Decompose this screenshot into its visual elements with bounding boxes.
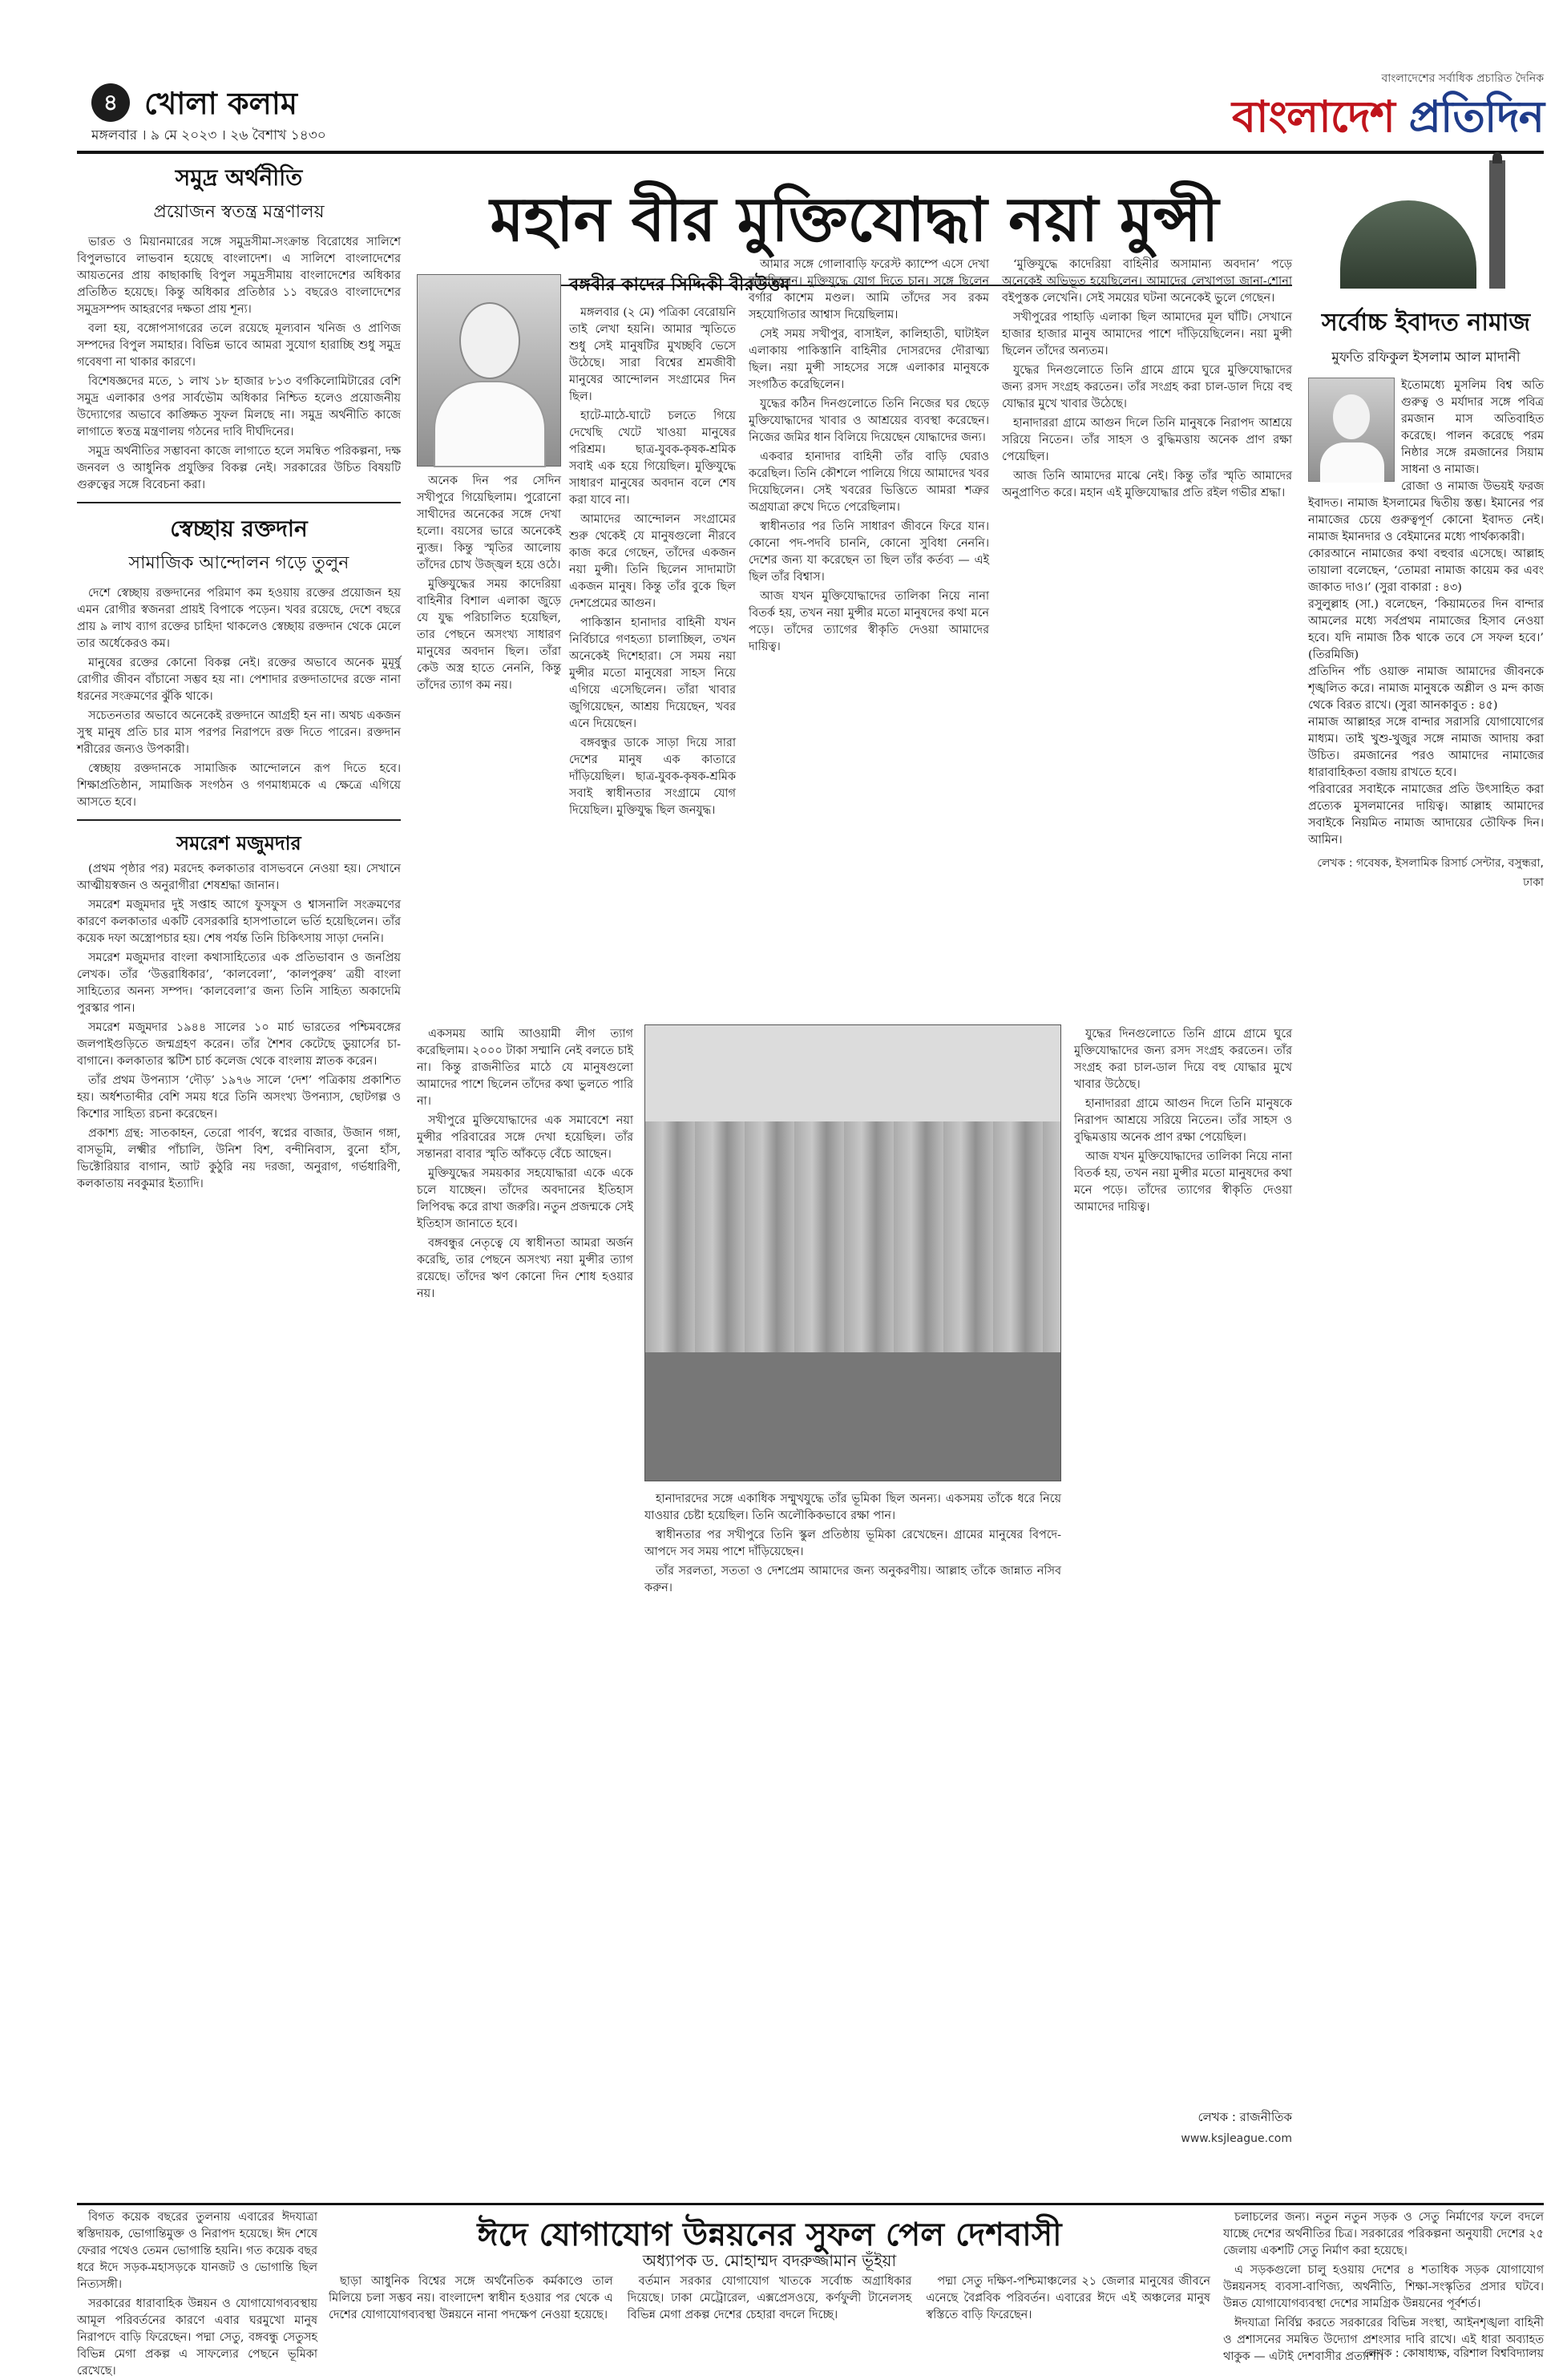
- paragraph: হানাদাররা গ্রামে আগুন দিলে তিনি মানুষকে নিরাপদ আশ্রয়ে সরিয়ে নিতেন। তাঁর সাহস ও বুদ্ধিমত্তায় অনেক প্রাণ রক্ষা পেয়েছিল।: [1074, 1097, 1292, 1144]
- article-column-6: [1074, 1026, 1292, 2068]
- event-photo: [644, 1024, 1061, 1481]
- paragraph: ইতোমধ্যে মুসলিম বিশ্ব অতি গুরুত্ব ও মর্যাদার সঙ্গে পবিত্র রমজান মাস অতিবাহিত করেছে। পালন করেছে পরম নিষ্ঠার সঙ্গে রমজানের সিয়াম সাধনা ও নামাজ।: [1401, 379, 1544, 476]
- editorial-sea-economy: [77, 160, 401, 228]
- paragraph: ভারত ও মিয়ানমারের সঙ্গে সমুদ্রসীমা-সংক্রান্ত বিরোধের সালিশে বিপুলভাবে লাভবান হয়েছে বাংলাদেশ। এ সালিশে বাংলাদেশের আয়তনের প্রায় কাছাকাছি বিপুল সমুদ্রসীমায় বাংলাদেশের অধিকার প্রতিষ্ঠিত হয়েছে। কিন্তু অধিকার প্রতিষ্ঠার ১১ বছরেও বাংলাদেশের সমুদ্রসম্পদ আহরণের দক্ষতা প্রায় শূন্য।: [77, 236, 401, 316]
- paragraph: ‘মুক্তিযুদ্ধে কাদেরিয়া বাহিনীর অসামান্য অবদান’ পড়ে অনেকেই অভিভূত হয়েছিলেন। আমাদের লেখাপড়া জানা-শোনা বইপুস্তক লেখেনি। সেই সময়ের ঘটনা অনেকেই ভুলে গেছেন।: [1002, 258, 1292, 305]
- paragraph: সখীপুরে মুক্তিযোদ্ধাদের এক সমাবেশে নয়া মুন্সীর পরিবারের সঙ্গে দেখা হয়েছিল। তাঁর সন্তানরা বাবার স্মৃতি আঁকড়ে বেঁচে আছেন।: [417, 1114, 633, 1161]
- paragraph: হাটে-মাঠে-ঘাটে চলতে গিয়ে দেখেছি খেটে খাওয়া মানুষের পরিশ্রম। ছাত্র-যুবক-কৃষক-শ্রমিক সবাই এক হয়ে গিয়েছিল। মুক্তিযুদ্ধে সাধারণ মানুষের অবদান বলে শেষ করা যাবে না।: [569, 410, 736, 507]
- paragraph: মুক্তিযুদ্ধের সময়কার সহযোদ্ধারা একে একে চলে যাচ্ছেন। তাঁদের অবদানের ইতিহাস লিপিবদ্ধ করে রাখা জরুরি। নতুন প্রজন্মকে সেই ইতিহাস জানাতে হবে।: [417, 1167, 633, 1230]
- paragraph: আমাদের আন্দোলন সংগ্রামের শুরু থেকেই যে মানুষগুলো নীরবে কাজ করে গেছেন, তাঁদের একজন নয়া মুন্সী। তিনি ছিলেন সাদামাটা একজন মানুষ। কিন্তু তাঁর বুকে ছিল দেশপ্রেমের আগুন।: [569, 513, 736, 610]
- paragraph: পাকিস্তান হানাদার বাহিনী যখন নির্বিচারে গণহত্যা চালাচ্ছিল, তখন অনেকেই দিশেহারা। সে সময় নয়া মুন্সীর মতো মানুষেরা সাহস নিয়ে এগিয়ে এসেছিলেন। তাঁরা খাবার জুগিয়েছেন, আশ্রয় দিয়েছেন, খবর এনে দিয়েছেন।: [569, 616, 736, 730]
- paragraph: আমার সঙ্গে গোলাবাড়ি ফরেস্ট ক্যাম্পে এসে দেখা করেছিলেন। মুক্তিযুদ্ধে যোগ দিতে চান। সঙ্গে ছিলেন বর্গার কাশেম মণ্ডল। আমি তাঁদের সব রকম সহযোগিতার আশ্বাস দিয়েছিলাম।: [749, 258, 989, 321]
- bottom-headline: ঈদে যোগাযোগ উন্নয়নের সুফল পেল দেশবাসী: [477, 2216, 1062, 2253]
- paragraph: মুক্তিযুদ্ধের সময় কাদেরিয়া বাহিনীর বিশাল এলাকা জুড়ে যে যুদ্ধ পরিচালিত হয়েছিল, তার পেছনে অসংখ্য সাধারণ মানুষের অবদান ছিল। তাঁরা কেউ অস্ত্র হাতে নেননি, কিন্তু তাঁদের ত্যাগ কম নয়।: [417, 578, 561, 692]
- paragraph: দেশে স্বেচ্ছায় রক্তদানের পরিমাণ কম হওয়ায় রক্তের প্রয়োজন হয় এমন রোগীর স্বজনরা প্রায়ই বিপাকে পড়েন। খবর রয়েছে, দেশে বছরে প্রায় ৯ লাখ ব্যাগ রক্তের চাহিদা থাকলেও স্বেচ্ছায় রক্তদান থেকে মেলে তার অর্ধেকেরও কম।: [77, 587, 401, 650]
- article-column-1: [569, 305, 736, 1010]
- paragraph: ছাড়া আধুনিক বিশ্বের সঙ্গে অর্থনৈতিক কর্মকাণ্ডে তাল মিলিয়ে চলা সম্ভব নয়। বাংলাদেশ স্বাধীন হওয়ার পর থেকে এ দেশের যোগাযোগব্যবস্থা উন্নয়নে নানা পদক্ষেপ নেওয়া হয়েছে।: [329, 2275, 613, 2321]
- paragraph: আজ যখন মুক্তিযোদ্ধাদের তালিকা নিয়ে নানা বিতর্ক হয়, তখন নয়া মুন্সীর মতো মানুষদের কথা মনে পড়ে। তাঁদের ত্যাগের স্বীকৃতি দেওয়া আমাদের দায়িত্ব।: [749, 590, 989, 653]
- paragraph: অনেক দিন পর সেদিন সখীপুরে গিয়েছিলাম। পুরোনো সাথীদের অনেকের সঙ্গে দেখা হলো। বয়সের ভারে অনেকেই ন্যুব্জ। কিন্তু স্মৃতির আলোয় তাঁদের চোখ উজ্জ্বল হয়ে ওঠে।: [417, 475, 561, 572]
- paragraph: বর্তমান সরকার যোগাযোগ খাতকে সর্বোচ্চ অগ্রাধিকার দিয়েছে। ঢাকা মেট্রোরেল, এক্সপ্রেসওয়ে, কর্ণফুলী টানেলসহ বিভিন্ন মেগা প্রকল্প দেশের চেহারা বদলে দিচ্ছে।: [627, 2275, 912, 2321]
- paragraph: মানুষের রক্তের কোনো বিকল্প নেই। রক্তের অভাবে অনেক মুমূর্ষু রোগীর জীবন বাঁচানো সম্ভব হয় না। পেশাদার রক্তদাতাদের রক্তে নানা ধরনের সংক্রমণের ঝুঁকি থাকে।: [77, 657, 401, 703]
- author-website: www.ksjleague.com: [1181, 2132, 1292, 2145]
- brand-name-part-1: বাংলাদেশ: [1231, 91, 1395, 142]
- article-column-1b: [417, 473, 561, 1018]
- brand-name-part-2: প্রতিদিন: [1408, 91, 1544, 142]
- paragraph: নামাজ আল্লাহর সঙ্গে বান্দার সরাসরি যোগাযোগের মাধ্যম। তাই খুশু-খুজুর সঙ্গে নামাজ আদায় করা উচিত। রমজানের পরও আমাদের নামাজের ধারাবাহিকতা বজায় রাখতে হবে।: [1308, 716, 1544, 779]
- paragraph: যুদ্ধের দিনগুলোতে তিনি গ্রামে গ্রামে ঘুরে মুক্তিযোদ্ধাদের জন্য রসদ সংগ্রহ করতেন। তাঁর সংগ্রহ করা চাল-ডাল দিয়ে বহু যোদ্ধার মুখে খাবার উঠেছে।: [1074, 1028, 1292, 1091]
- paragraph: বলা হয়, বঙ্গোপসাগরের তলে রয়েছে মূল্যবান খনিজ ও প্রাণিজ সম্পদের বিপুল সমাহার। বিভিন্ন ভাবে আমরা সুযোগ হারাচ্ছি শুধু সমুদ্র গবেষণা না থাকার কারণে।: [77, 322, 401, 369]
- paragraph: সমুদ্র অর্থনীতির সম্ভাবনা কাজে লাগাতে হলে সমন্বিত পরিকল্পনা, দক্ষ জনবল ও আধুনিক প্রযুক্তির বিকল্প নেই। সরকারের উচিত বিষয়টি গুরুত্বের সঙ্গে বিবেচনা করা।: [77, 445, 401, 491]
- paragraph: বঙ্গবন্ধুর নেতৃত্বে যে স্বাধীনতা আমরা অর্জন করেছি, তার পেছনে অসংখ্য নয়া মুন্সীর ত্যাগ রয়েছে। তাঁদের ঋণ কোনো দিন শোধ হওয়ার নয়।: [417, 1237, 633, 1300]
- divider: [77, 819, 401, 821]
- mosque-minaret: [1489, 160, 1505, 289]
- mosque-illustration: [1308, 160, 1544, 297]
- paragraph: পরিবারের সবাইকে নামাজের প্রতি উৎসাহিত করা প্রত্যেক মুসলমানের দায়িত্ব। আল্লাহ আমাদের সবাইকে নিয়মিত নামাজ আদায়ের তৌফিক দিন। আমিন।: [1308, 783, 1544, 847]
- article-column-2: [749, 257, 989, 1010]
- paragraph: সেই সময় সখীপুর, বাসাইল, কালিহাতী, ঘাটাইল এলাকায় পাকিস্তানি বাহিনীর দোসরদের দৌরাত্ম্য ছিল। নয়া মুন্সী সাহসের সঙ্গে এলাকার মানুষকে সংগঠিত করেছিলেন।: [749, 328, 989, 391]
- paragraph: বিগত কয়েক বছরের তুলনায় এবারের ঈদযাত্রা স্বস্তিদায়ক, ভোগান্তিমুক্ত ও নিরাপদ হয়েছে। ঈদ শেষে ফেরার পথেও তেমন ভোগান্তি হয়নি। গত কয়েক বছর ধরে ঈদে সড়ক-মহাসড়কে যানজট ও ভোগান্তি ছিল নিত্যসঙ্গী।: [77, 2211, 317, 2291]
- article-body: [77, 861, 401, 1193]
- paragraph: সমরেশ মজুমদার বাংলা কথাসাহিত্যের এক প্রতিভাবান ও জনপ্রিয় লেখক। তাঁর ‘উত্তরাধিকার’, ‘কালবেলা’, ‘কালপুরুষ’ ত্রয়ী বাংলা সাহিত্যের অনন্য সম্পদ। ‘কালবেলা’র জন্য তিনি সাহিত্য অকাদেমি পুরস্কার পান।: [77, 952, 401, 1015]
- paragraph: হানাদাররা গ্রামে আগুন দিলে তিনি মানুষকে নিরাপদ আশ্রয়ে সরিয়ে নিতেন। তাঁর সাহস ও বুদ্ধিমত্তায় অনেক প্রাণ রক্ষা পেয়েছিল।: [1002, 417, 1292, 463]
- bottom-column-left: [77, 2209, 317, 2378]
- paragraph: চলাচলের জন্য। নতুন নতুন সড়ক ও সেতু নির্মাণের ফলে বদলে যাচ্ছে দেশের অর্থনীতির চিত্র। সরকারের পরিকল্পনা অনুযায়ী দেশের ২৫ জেলায় একশটি সেতু নির্মাণ করা হয়েছে।: [1223, 2211, 1544, 2257]
- paragraph: আজ তিনি আমাদের মাঝে নেই। কিন্তু তাঁর স্মৃতি আমাদের অনুপ্রাণিত করে। মহান এই মুক্তিযোদ্ধার প্রতি রইল গভীর শ্রদ্ধা।: [1002, 470, 1292, 499]
- paragraph: (প্রথম পৃষ্ঠার পর) মরদেহ কলকাতার বাসভবনে নেওয়া হয়। সেখানে আত্মীয়স্বজন ও অনুরাগীরা শেষশ্রদ্ধা জানান।: [77, 863, 401, 892]
- photo-foreground: [645, 1352, 1060, 1481]
- masthead-rule: [77, 151, 1544, 154]
- author-photo: [417, 274, 561, 467]
- article-body: [77, 234, 401, 494]
- article-column-4: [417, 1026, 633, 2068]
- paragraph: রসুলুল্লাহ (সা.) বলেছেন, ‘কিয়ামতের দিন বান্দার আমলের মধ্যে সর্বপ্রথম নামাজের হিসাব নেওয়া হবে। যদি নামাজ ঠিক থাকে তবে সে সফল হবে।’ (তিরমিজি): [1308, 598, 1544, 661]
- article-title: সর্বোচ্চ ইবাদত নামাজ: [1321, 309, 1531, 337]
- paragraph: ঈদযাত্রা নির্বিঘ্ন করতে সরকারের বিভিন্ন সংস্থা, আইনশৃঙ্খলা বাহিনী ও প্রশাসনের সমন্বিত উদ্যোগ প্রশংসার দাবি রাখে। এই ধারা অব্যাহত থাকুক — এটাই দেশবাসীর প্রত্যাশা।: [1223, 2317, 1544, 2363]
- article-column-3: [1002, 257, 1292, 1010]
- article-subtitle: প্রয়োজন স্বতন্ত্র মন্ত্রণালয়: [153, 202, 325, 222]
- brand-tagline: বাংলাদেশের সর্বাধিক প্রচারিত দৈনিক: [1381, 72, 1544, 85]
- portrait-head: [459, 302, 520, 379]
- paragraph: পদ্মা সেতু দক্ষিণ-পশ্চিমাঞ্চলের ২১ জেলার মানুষের জীবনে এনেছে বৈপ্লবিক পরিবর্তন। এবারের ঈদে এই অঞ্চলের মানুষ স্বস্তিতে বাড়ি ফিরেছেন।: [926, 2275, 1210, 2321]
- paragraph: এ সড়কগুলো চালু হওয়ায় দেশের ৪ শতাধিক সড়ক যোগাযোগ উন্নয়নসহ ব্যবসা-বাণিজ্য, অর্থনীতি, শিক্ষা-সংস্কৃতির প্রসার ঘটবে। উন্নত যোগাযোগব্যবস্থা দেশের সামগ্রিক উন্নয়নের পূর্বশর্ত।: [1223, 2264, 1544, 2310]
- author-note: লেখক : গবেষক, ইসলামিক রিসার্চ সেন্টার, বসুন্ধরা, ঢাকা: [1317, 857, 1544, 889]
- paragraph: স্বেচ্ছায় রক্তদানকে সামাজিক আন্দোলনে রূপ দিতে হবে। শিক্ষাপ্রতিষ্ঠান, সামাজিক সংগঠন ও গণমাধ্যমকে এ ক্ষেত্রে এগিয়ে আসতে হবে।: [77, 762, 401, 809]
- issue-date: মঙ্গলবার । ৯ মে ২০২৩ । ২৬ বৈশাখ ১৪৩০: [91, 127, 326, 143]
- article-body: [1308, 378, 1544, 892]
- section-name: খোলা কলাম: [144, 85, 297, 121]
- paragraph: তাঁর প্রথম উপন্যাস ‘দৌড়’ ১৯৭৬ সালে ‘দেশ’ পত্রিকায় প্রকাশিত হয়। অর্ধশতাব্দীর বেশি সময় ধরে তিনি অসংখ্য উপন্যাস, ছোটগল্প ও কিশোর সাহিত্য রচনা করেছেন।: [77, 1074, 401, 1121]
- paragraph: মঙ্গলবার (২ মে) পত্রিকা বেরোয়নি তাই লেখা হয়নি। আমার স্মৃতিতে শুধু সেই মানুষটির মুখচ্ছবি ভেসে উঠেছে। সারা বিশ্বের শ্রমজীবী মানুষের আন্দোলন সংগ্রামের দিন ছিল।: [569, 306, 736, 403]
- article-subtitle: সামাজিক আন্দোলন গড়ে তুলুন: [128, 553, 349, 573]
- paragraph: হানাদারদের সঙ্গে একাধিক সম্মুখযুদ্ধে তাঁর ভূমিকা ছিল অনন্য। একসময় তাঁকে ধরে নিয়ে যাওয়ার চেষ্টা হয়েছিল। তিনি অলৌকিকভাবে রক্ষা পান।: [644, 1493, 1061, 1522]
- paragraph: সচেতনতার অভাবে অনেকেই রক্তদানে আগ্রহী হন না। অথচ একজন সুস্থ মানুষ প্রতি চার মাস পরপর নিরাপদে রক্ত দিতে পারেন। রক্তদান শরীরের জন্যও উপকারী।: [77, 709, 401, 756]
- paragraph: রোজা ও নামাজ উভয়ই ফরজ ইবাদত। নামাজ ইসলামের দ্বিতীয় স্তম্ভ। ইমানের পর নামাজের চেয়ে গুরুত্বপূর্ণ কোনো ইবাদত নেই। নামাজ ইমানদার ও বেইমানের মধ্যে পার্থক্যকারী।: [1308, 480, 1544, 543]
- article-kicker: স্বেচ্ছায় রক্তদান: [170, 515, 308, 542]
- paragraph: সমরেশ মজুমদার ১৯৪৪ সালের ১০ মার্চ ভারতের পশ্চিমবঙ্গের জলপাইগুড়িতে জন্মগ্রহণ করেন। তাঁর শৈশব কেটেছে ডুয়ার্সের চা-বাগানে। কলকাতার স্কটিশ চার্চ কলেজ থেকে বাংলায় স্নাতক করেন।: [77, 1021, 401, 1068]
- bottom-rule: [77, 2203, 1544, 2205]
- mosque-dome: [1340, 200, 1476, 289]
- paragraph: কোরআনে নামাজের কথা বহুবার এসেছে। আল্লাহ তায়ালা বলেছেন, ‘তোমরা নামাজ কায়েম কর এবং জাকাত দাও।’ (সুরা বাকারা : ৪৩): [1308, 548, 1544, 594]
- bottom-author-note: লেখক : কোষাধ্যক্ষ, বরিশাল বিশ্ববিদ্যালয়: [1363, 2347, 1544, 2360]
- paragraph: সরকারের ধারাবাহিক উন্নয়ন ও যোগাযোগব্যবস্থায় আমূল পরিবর্তনের কারণে এবার ঘরমুখো মানুষ নিরাপদে বাড়ি ফিরেছেন। পদ্মা সেতু, বঙ্গবন্ধু সেতুসহ বিভিন্ন মেগা প্রকল্প এ সাফল্যের পেছনে ভূমিকা রেখেছে।: [77, 2297, 317, 2378]
- paragraph: বঙ্গবন্ধুর ডাকে সাড়া দিয়ে সারা দেশের মানুষ এক কাতারে দাঁড়িয়েছিল। ছাত্র-যুবক-কৃষক-শ্রমিক সবাই স্বাধীনতার সংগ্রামে যোগ দিয়েছিল। মুক্তিযুদ্ধ ছিল জনযুদ্ধ।: [569, 737, 736, 817]
- author-note: লেখক : রাজনীতিক: [1197, 2110, 1292, 2124]
- divider: [77, 502, 401, 503]
- paragraph: স্বাধীনতার পর তিনি সাধারণ জীবনে ফিরে যান। কোনো পদ-পদবি চাননি, কোনো সুবিধা নেননি। দেশের জন্য যা করেছেন তা ছিল তাঁর কর্তব্য — এই ছিল তাঁর বিশ্বাস।: [749, 520, 989, 584]
- bottom-author: অধ্যাপক ড. মোহাম্মদ বদরুজ্জামান ভূঁইয়া: [642, 2251, 897, 2270]
- paragraph: বিশেষজ্ঞদের মতে, ১ লাখ ১৮ হাজার ৮১৩ বর্গকিলোমিটারের বেশি সমুদ্র এলাকার ওপর সার্বভৌম অধিকার নিশ্চিত হলেও প্রয়োজনীয় উদ্যোগের অভাবে কাঙ্ক্ষিত সুফল মিলছে না। সমুদ্র অর্থনীতি কাজে লাগাতে স্বতন্ত্র মন্ত্রণালয় গঠনের দাবি দীর্ঘদিনের।: [77, 375, 401, 438]
- paragraph: তাঁর সরলতা, সততা ও দেশপ্রেম আমাদের জন্য অনুকরণীয়। আল্লাহ তাঁকে জান্নাত নসিব করুন।: [644, 1565, 1061, 1594]
- left-column: [77, 160, 401, 2261]
- paragraph: যুদ্ধের দিনগুলোতে তিনি গ্রামে গ্রামে ঘুরে মুক্তিযোদ্ধাদের জন্য রসদ সংগ্রহ করতেন। তাঁর সংগ্রহ করা চাল-ডাল দিয়ে বহু যোদ্ধার মুখে খাবার উঠেছে।: [1002, 364, 1292, 410]
- paragraph: একবার হানাদার বাহিনী তাঁর বাড়ি ঘেরাও করেছিল। তিনি কৌশলে পালিয়ে গিয়ে আমাদের খবর দিয়েছিলেন। সেই খবরের ভিত্তিতে আমরা শত্রুর অগ্রযাত্রা রুখে দিতে পেরেছিলাম।: [749, 451, 989, 514]
- paragraph: স্বাধীনতার পর সখীপুরে তিনি স্কুল প্রতিষ্ঠায় ভূমিকা রেখেছেন। গ্রামের মানুষের বিপদে-আপদে সব সময় পাশে দাঁড়িয়েছেন।: [644, 1529, 1061, 1558]
- paragraph: একসময় আমি আওয়ামী লীগ ত্যাগ করেছিলাম। ২০০০ টাকা সম্মানি নেই বলতে চাই না। কিন্তু রাজনীতির মাঠে যে মানুষগুলো আমাদের পাশে ছিলেন তাঁদের কথা ভুলতে পারি না।: [417, 1028, 633, 1108]
- bottom-column-middle: [329, 2273, 1210, 2362]
- paragraph: যুদ্ধের কঠিন দিনগুলোতে তিনি নিজের ঘর ছেড়ে মুক্তিযোদ্ধাদের খাবার ও আশ্রয়ের ব্যবস্থা করেছেন। নিজের জমির ধান বিলিয়ে দিয়েছেন যোদ্ধাদের জন্য।: [749, 398, 989, 444]
- masthead: [77, 69, 1544, 146]
- paragraph: প্রতিদিন পাঁচ ওয়াক্ত নামাজ আমাদের জীবনকে শৃঙ্খলিত করে। নামাজ মানুষকে অশ্লীল ও মন্দ কাজ থেকে বিরত রাখে। (সুরা আনকাবুত : ৪৫): [1308, 665, 1544, 712]
- article-kicker: সমুদ্র অর্থনীতি: [175, 164, 303, 191]
- paragraph: সখীপুরের পাহাড়ি এলাকা ছিল আমাদের মূল ঘাঁটি। সেখানে হাজার হাজার মানুষ আমাদের পাশে দাঁড়িয়েছিলেন। নয়া মুন্সী ছিলেন তাঁদের অন্যতম।: [1002, 311, 1292, 358]
- paragraph: আজ যখন মুক্তিযোদ্ধাদের তালিকা নিয়ে নানা বিতর্ক হয়, তখন নয়া মুন্সীর মতো মানুষদের কথা মনে পড়ে। তাঁদের ত্যাগের স্বীকৃতি দেওয়া আমাদের দায়িত্ব।: [1074, 1150, 1292, 1214]
- article-body: [77, 585, 401, 811]
- paragraph: সমরেশ মজুমদার দুই সপ্তাহ আগে ফুসফুস ও শ্বাসনালি সংক্রমণের কারণে কলকাতার একটি বেসরকারি হাসপাতালে ভর্তি হয়েছিলেন। তাঁর কয়েক দফা অস্ত্রোপচার হয়। শেষ পর্যন্ত তিনি চিকিৎসায় সাড়া দেননি।: [77, 899, 401, 945]
- article-kicker: সমরেশ মজুমদার: [176, 831, 301, 855]
- brand-logo: [1232, 83, 1544, 156]
- right-column: [1308, 160, 1544, 2196]
- portrait-body: [434, 381, 546, 467]
- paragraph: প্রকাশ্য গ্রন্থ: সাতকাহন, তেরো পার্বণ, স্বপ্নের বাজার, উজান গঙ্গা, বাসভূমি, লক্ষ্মীর পাঁচালি, উনিশ বিশ, বন্দীনিবাস, বুনো হাঁস, ভিক্টোরিয়ার বাগান, আট কুঠুরি নয় দরজা, অনুরাগ, গর্ভধারিণী, কলকাতায় নবকুমার ইত্যাদি।: [77, 1127, 401, 1190]
- page-number: ৪: [91, 83, 130, 122]
- photo-background: [645, 1025, 1060, 1121]
- main-article: [417, 160, 1292, 2172]
- author-photo: [1308, 378, 1395, 482]
- article-author: মুফতি রফিকুল ইসলাম আল মাদানী: [1331, 350, 1521, 366]
- article-samaresh: [77, 829, 401, 861]
- article-column-5: [644, 1491, 1061, 2068]
- editorial-blood-donation: [77, 511, 401, 579]
- byline: বঙ্গবীর কাদের সিদ্দিকী বীরউত্তম: [569, 274, 790, 295]
- main-headline: মহান বীর মুক্তিযোদ্ধা নয়া মুন্সী: [417, 160, 1292, 286]
